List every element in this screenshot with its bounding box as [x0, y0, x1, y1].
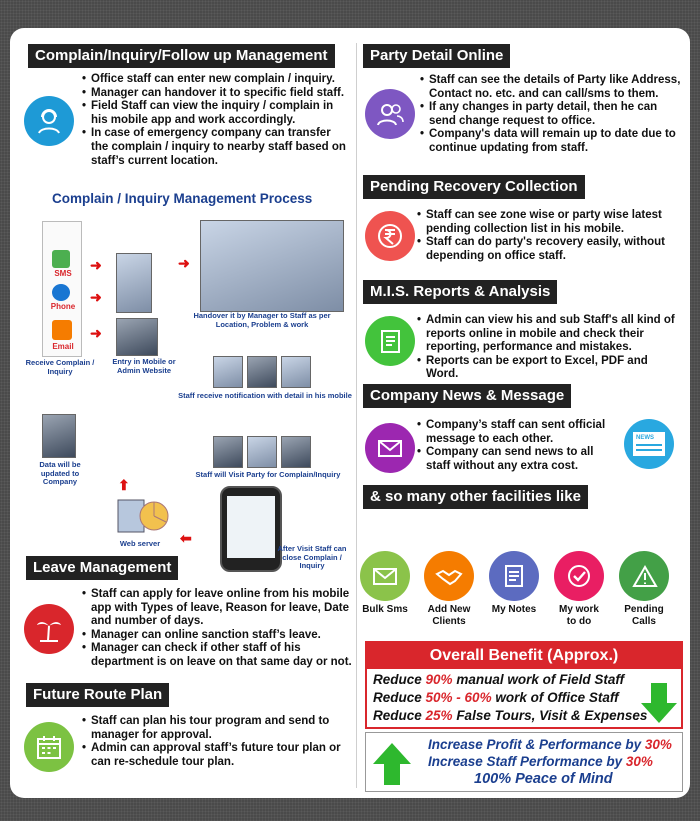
phone-icon: [52, 284, 70, 301]
staff-photo-1: [213, 356, 243, 388]
benefit-box: [365, 641, 683, 729]
phone-alert-icon: [619, 551, 669, 601]
benefit-row: [373, 672, 624, 687]
party-bullets: [420, 74, 682, 156]
desk-photo: [116, 318, 158, 356]
process-title: Complain / Inquiry Management Process: [52, 191, 313, 206]
benefit-title: Overall Benefit (Approx.): [367, 643, 681, 669]
bullet: • Admin can approval staff’s future tour plan or can re-schedule tour plan.: [82, 742, 352, 769]
bullet: • Field Staff can view the inquiry / complain in his mobile app and work accordingly.: [82, 100, 347, 127]
benefit-text: False Tours, Visit & Expenses: [452, 708, 648, 723]
notify-label: Staff receive notification with detail in his mobile: [178, 391, 352, 400]
arrow-up-icon: ⬆: [118, 477, 130, 493]
facility-label: Add New Clients: [427, 604, 471, 627]
arrow-right-icon: ➜: [90, 289, 102, 305]
arrow-up-icon: [373, 743, 411, 785]
facility-bulk-sms: [359, 551, 411, 616]
bullet: • Staff can do party's recovery easily, without depending on office staff.: [417, 236, 682, 263]
infographic-page: [10, 28, 690, 798]
update-label: Data will be updated to Company: [39, 460, 81, 486]
facility-add-clients: [423, 551, 475, 627]
staff-photo-2: [247, 356, 277, 388]
gain-percent: 30%: [625, 754, 653, 769]
email-label: Email: [52, 342, 74, 351]
handshake-icon: [424, 551, 474, 601]
benefit-percent: 25%: [425, 708, 453, 723]
bullet: • If any changes in party detail, then he can send change request to office.: [420, 101, 682, 128]
benefit-percent: 50% - 60%: [425, 690, 492, 705]
complain-header: Complain/Inquiry/Follow up Management: [28, 44, 335, 68]
gain-row: [428, 737, 672, 752]
bullet: • In case of emergency company can transfer the complain / inquiry to nearby staff based on staff’s current location.: [82, 127, 347, 168]
notes-icon: [489, 551, 539, 601]
news-bullets: [417, 419, 617, 473]
handover-label: Handover it by Manager to Staff as per Location, Problem & work: [193, 311, 331, 329]
arrow-right-icon: ➜: [90, 325, 102, 341]
users-icon: [365, 89, 415, 139]
facility-label: Bulk Sms: [362, 604, 408, 615]
leave-header: Leave Management: [26, 556, 178, 580]
bullet: • Admin can view his and sub Staff's all kind of reports online in mobile and check their reporting, performance and mistakes.: [417, 314, 682, 355]
arrow-right-icon: ➜: [90, 257, 102, 273]
manager-photo: [116, 253, 152, 313]
bullet: • Company can send news to all staff without any extra cost.: [417, 446, 617, 473]
bullet: • Manager can check if other staff of his department is on leave on that same day or not.: [82, 642, 352, 669]
arrow-down-icon: [641, 683, 677, 723]
news-icon-text: NEWS: [636, 435, 654, 441]
facility-label: Pending Calls: [624, 604, 664, 627]
benefit-row: [373, 708, 647, 723]
support-agent-icon: [24, 96, 74, 146]
sms-label: SMS: [54, 269, 72, 278]
checkmark-icon: [554, 551, 604, 601]
phone-label: Phone: [50, 302, 76, 311]
close-label: After Visit Staff can close Complain / Inquiry: [277, 544, 347, 570]
recovery-header: Pending Recovery Collection: [363, 175, 585, 199]
column-divider: [356, 43, 357, 788]
mis-bullets: [417, 314, 682, 382]
report-icon: [365, 316, 415, 366]
news-header: Company News & Message: [363, 384, 571, 408]
benefit-text: Reduce: [373, 672, 426, 687]
benefit-percent: 90%: [425, 672, 453, 687]
server-icon: [114, 494, 170, 536]
bullet: • Company's data will remain up to date due to continue updating from staff.: [420, 128, 682, 155]
mis-header: M.I.S. Reports & Analysis: [363, 280, 557, 304]
server-label: Web server: [119, 539, 161, 548]
recovery-bullets: [417, 209, 682, 263]
facilities-header: & so many other facilities like: [363, 485, 588, 509]
benefit-text: Reduce: [373, 708, 426, 723]
peace-of-mind: 100% Peace of Mind: [474, 771, 613, 787]
handover-photo: [200, 220, 344, 312]
staff-photo-3: [281, 356, 311, 388]
benefit-text: work of Office Staff: [491, 690, 619, 705]
bullet: • Manager can handover it to specific field staff.: [82, 87, 347, 101]
bullet: • Reports can be export to Excel, PDF and Word.: [417, 355, 682, 382]
bullet: • Staff can apply for leave online from his mobile app with Types of leave, Reason for leave, Date and number of days.: [82, 588, 352, 629]
arrow-left-icon: ⬅: [180, 530, 192, 546]
bullet: • Staff can see the details of Party like Address, Contact no. etc. and can call/sms to them.: [420, 74, 682, 101]
bullet: • Staff can plan his tour program and send to manager for approval.: [82, 715, 352, 742]
rupee-icon: [365, 211, 415, 261]
gain-row: [428, 754, 653, 769]
route-bullets: [82, 715, 352, 769]
envelope-icon: [365, 423, 415, 473]
benefit-text: Reduce: [373, 690, 426, 705]
newspaper-icon: [624, 419, 674, 469]
bullet: • Manager can online sanction staff’s leave.: [82, 629, 352, 643]
visit-photo-2: [247, 436, 277, 468]
visit-photo-3: [281, 436, 311, 468]
benefit-text: manual work of Field Staff: [452, 672, 625, 687]
envelope-icon: [360, 551, 410, 601]
facility-label: My work to do: [558, 604, 599, 627]
calendar-icon: [24, 722, 74, 772]
party-header: Party Detail Online: [363, 44, 510, 68]
bullet: • Staff can see zone wise or party wise latest pending collection list in his mobile.: [417, 209, 682, 236]
leave-bullets: [82, 588, 352, 670]
visit-photo-1: [213, 436, 243, 468]
bullet: • Company’s staff can sent official message to each other.: [417, 419, 617, 446]
company-photo: [42, 414, 76, 458]
visit-label: Staff will Visit Party for Complain/Inquiry: [195, 470, 341, 479]
bullet: • Office staff can enter new complain / inquiry.: [82, 73, 347, 87]
benefit-row: [373, 690, 619, 705]
facility-work-to-do: [553, 551, 605, 627]
entry-label: Entry in Mobile or Admin Website: [112, 357, 176, 375]
receive-label: Receive Complain / Inquiry: [25, 358, 95, 376]
gain-text: Increase Profit & Performance by: [428, 737, 645, 752]
gain-percent: 30%: [644, 737, 672, 752]
sms-icon: [52, 250, 70, 268]
palm-tree-icon: [24, 604, 74, 654]
arrow-right-icon: ➜: [178, 255, 190, 271]
facility-label: My Notes: [491, 604, 537, 615]
gain-text: Increase Staff Performance by: [428, 754, 626, 769]
facility-pending-calls: [618, 551, 670, 627]
complain-bullets: [82, 73, 347, 168]
facility-my-notes: [488, 551, 540, 616]
email-icon: [52, 320, 72, 340]
route-header: Future Route Plan: [26, 683, 169, 707]
gain-box: [365, 732, 683, 792]
